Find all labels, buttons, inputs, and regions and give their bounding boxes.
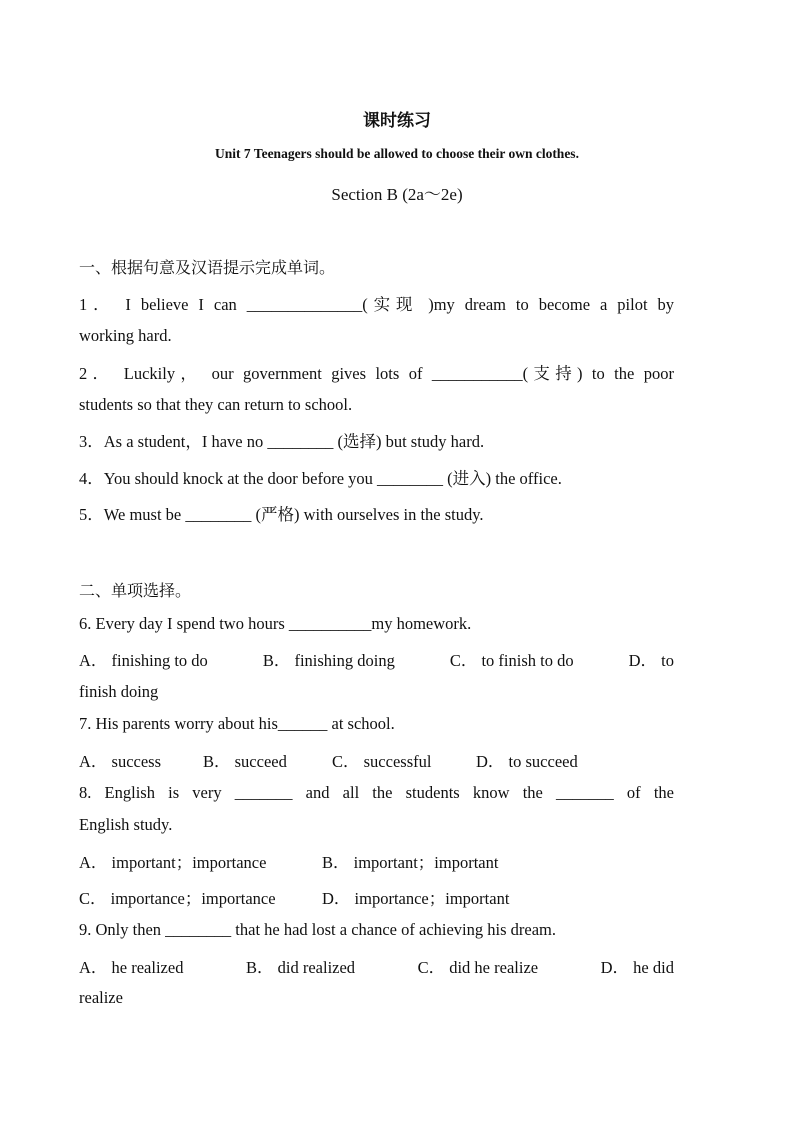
question-6: 6. Every day I spend two hours __________my homework. <box>79 614 472 633</box>
question-8-line-1: 8. English is very _______ and all the students know the _______ of the <box>79 783 674 802</box>
question-4: 4．You should knock at the door before you ________ (进入) the office. <box>79 469 562 488</box>
question-7: 7. His parents worry about his______ at school. <box>79 714 395 733</box>
option-d: D． importance；important <box>322 889 510 908</box>
option-b: B． did realized <box>246 958 356 977</box>
option-d: D． to <box>628 651 674 670</box>
option-d: D． to succeed <box>476 752 578 771</box>
question-6-options <box>79 647 674 671</box>
section-title: Section B (2a～2e) <box>331 185 463 204</box>
option-b: B． important；important <box>322 853 499 872</box>
option-a: A． finishing to do <box>79 651 208 670</box>
question-8-line-2: English study. <box>79 815 173 834</box>
question-9: 9. Only then ________ that he had lost a chance of achieving his dream. <box>79 920 556 939</box>
question-5: 5．We must be ________ (严格) with ourselves in the study. <box>79 505 484 524</box>
question-9-continued: realize <box>79 988 123 1007</box>
option-b: B． succeed <box>203 752 287 771</box>
page-title: 课时练习 <box>363 111 431 131</box>
question-9-options <box>79 954 674 978</box>
question-2-line-1: 2． Luckily， our government gives lots of ___________(支持) to the poor <box>79 364 674 383</box>
option-c: C． importance；importance <box>79 889 276 908</box>
question-2-line-2: students so that they can return to school. <box>79 395 353 414</box>
option-a: A． success <box>79 752 162 771</box>
option-c: C． successful <box>332 752 432 771</box>
option-c: C． did he realize <box>417 958 539 977</box>
part1-heading: 一、根据句意及汉语提示完成单词。 <box>79 258 336 277</box>
option-c: C． to finish to do <box>449 651 574 670</box>
option-b: B． finishing doing <box>262 651 395 670</box>
option-d: D． he did <box>600 958 674 977</box>
question-3: 3．As a student，I have no ________ (选择) but study hard. <box>79 432 485 451</box>
question-6-continued: finish doing <box>79 682 159 701</box>
part2-heading: 二、单项选择。 <box>79 581 192 600</box>
question-1-line-1: 1． I believe I can ______________(实现 )my dream to become a pilot by <box>79 295 674 314</box>
unit-title: Unit 7 Teenagers should be allowed to choose their own clothes. <box>215 146 579 161</box>
option-a: A． he realized <box>79 958 184 977</box>
option-a: A． important；importance <box>79 853 267 872</box>
question-1-line-2: working hard. <box>79 326 172 345</box>
